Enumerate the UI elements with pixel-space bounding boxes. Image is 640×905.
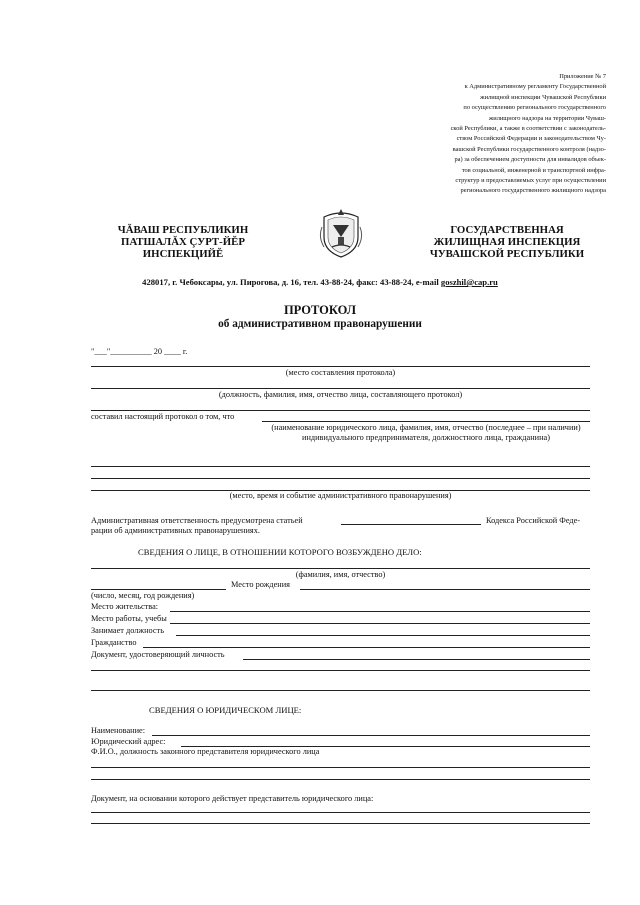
place-line[interactable]	[91, 366, 590, 367]
id-doc-label: Документ, удостоверяющий личность	[91, 650, 225, 659]
position-line[interactable]	[176, 635, 590, 636]
appendix-line: структур и предоставляемых услуг при осуществлении	[455, 177, 606, 185]
appendix-line: ской Республики, а также в соответствии с законодатель-	[450, 125, 606, 133]
citizenship-label: Гражданство	[91, 638, 137, 647]
appendix-line: жилищной инспекции Чувашской Республики	[480, 93, 606, 101]
chuvash-emblem-icon	[318, 207, 364, 259]
email-link[interactable]: goszhil@cap.ru	[440, 277, 498, 287]
legal-section-heading: СВЕДЕНИЯ О ЮРИДИЧЕСКОМ ЛИЦЕ:	[149, 705, 302, 715]
person-section-heading: СВЕДЕНИЯ О ЛИЦЕ, В ОТНОШЕНИИ КОТОРОГО ВОЗБУЖДЕНО ДЕЛО:	[138, 547, 422, 557]
header-left-chuvash	[108, 224, 258, 260]
basis-line[interactable]	[91, 812, 590, 813]
article-line[interactable]	[341, 524, 481, 525]
appendix-line: вашской Республики государственного контроля (надзо-	[452, 145, 606, 153]
header-right-line: ЖИЛИЩНАЯ ИНСПЕКЦИЯ	[433, 236, 581, 248]
legal-address-label: Юридический адрес:	[91, 737, 166, 746]
appendix-line: Приложение № 7	[559, 73, 606, 80]
basis-line-2[interactable]	[91, 823, 590, 824]
birthdate-caption: (число, месяц, год рождения)	[91, 591, 195, 600]
event-line-1[interactable]	[91, 466, 590, 467]
id-doc-line-2[interactable]	[91, 670, 590, 671]
appendix-line: по осуществлению регионального государственного	[463, 104, 606, 112]
header-right-russian	[418, 224, 596, 260]
protocol-subtitle: об административном правонарушении	[218, 318, 422, 330]
appendix-line: регионального государственного жилищного надзора	[460, 187, 606, 195]
date-line[interactable]: "___"__________ 20 ____ г.	[91, 347, 188, 356]
birthdate-line[interactable]	[91, 589, 226, 590]
inspection-address	[0, 277, 640, 287]
legal-name-line[interactable]	[152, 735, 590, 736]
protocol-title: ПРОТОКОЛ	[283, 303, 357, 317]
residence-line[interactable]	[170, 611, 590, 612]
id-doc-line-3[interactable]	[91, 690, 590, 691]
official-line-2[interactable]	[91, 410, 590, 411]
birthplace-label: Место рождения	[231, 580, 291, 589]
work-line[interactable]	[170, 623, 590, 624]
header-left-line: ПАТШАЛĂХ ÇУРТ-ЙĔР	[121, 236, 245, 248]
official-line[interactable]	[91, 388, 590, 389]
appendix-line: ством Российской Федерации и законодательством Чу-	[456, 135, 606, 143]
representative-line-2[interactable]	[91, 779, 590, 780]
basis-label: Документ, на основании которого действует представитель юридического лица:	[91, 794, 374, 803]
residence-label: Место жительства:	[91, 602, 159, 611]
official-caption: (должность, фамилия, имя, отчество лица, составляющего протокол)	[218, 390, 463, 399]
header-right-line: ЧУВАШСКОЙ РЕСПУБЛИКИ	[429, 248, 585, 260]
event-caption: (место, время и событие административного правонарушения)	[229, 491, 452, 500]
appendix-note	[376, 72, 606, 197]
legal-name-label: Наименование:	[91, 726, 145, 735]
liability-text-3: рации об административных правонарушениях.	[91, 526, 260, 535]
appendix-line: ра) за обеспечением доступности для инвалидов объек-	[454, 156, 606, 164]
birthplace-line[interactable]	[300, 589, 590, 590]
appendix-line: жилищного надзора на территории Чуваш-	[488, 114, 606, 122]
subject-line[interactable]	[262, 421, 590, 422]
liability-text-1: Административная ответственность предусмотрена статьей	[91, 516, 303, 525]
appendix-line: тов социальной, инженерной и транспортной инфра-	[461, 166, 606, 174]
header-left-line: ЧĂВАШ РЕСПУБЛИКИН	[117, 224, 249, 236]
fio-line[interactable]	[91, 568, 590, 569]
representative-line[interactable]	[91, 767, 590, 768]
fio-caption: (фамилия, имя, отчество)	[295, 570, 386, 579]
work-label: Место работы, учебы	[91, 614, 167, 623]
citizenship-line[interactable]	[143, 647, 590, 648]
liability-text-2: Кодекса Российской Феде-	[486, 516, 581, 525]
position-label: Занимает должность	[91, 626, 164, 635]
event-line-2[interactable]	[91, 478, 590, 479]
appendix-line: к Административному регламенту Государственной	[464, 83, 606, 91]
place-caption: (место составления протокола)	[285, 368, 396, 377]
header-right-line: ГОСУДАРСТВЕННАЯ	[450, 224, 564, 236]
compiled-text: составил настоящий протокол о том, что	[91, 412, 235, 421]
representative-label: Ф.И.О., должность законного представителя юридического лица	[91, 747, 320, 756]
subject-caption: (наименование юридического лица, фамилия, имя, отчество (последнее – при наличии) индивидуального предпринимателя, должностного лица, гражданина)	[271, 423, 581, 442]
address-text: 428017, г. Чебоксары, ул. Пирогова, д. 16, тел. 43-88-24, факс: 43-88-24, e-mail	[142, 277, 441, 287]
header-left-line: ИНСПЕКЦИЙĔ	[142, 248, 224, 260]
id-doc-line[interactable]	[243, 659, 590, 660]
